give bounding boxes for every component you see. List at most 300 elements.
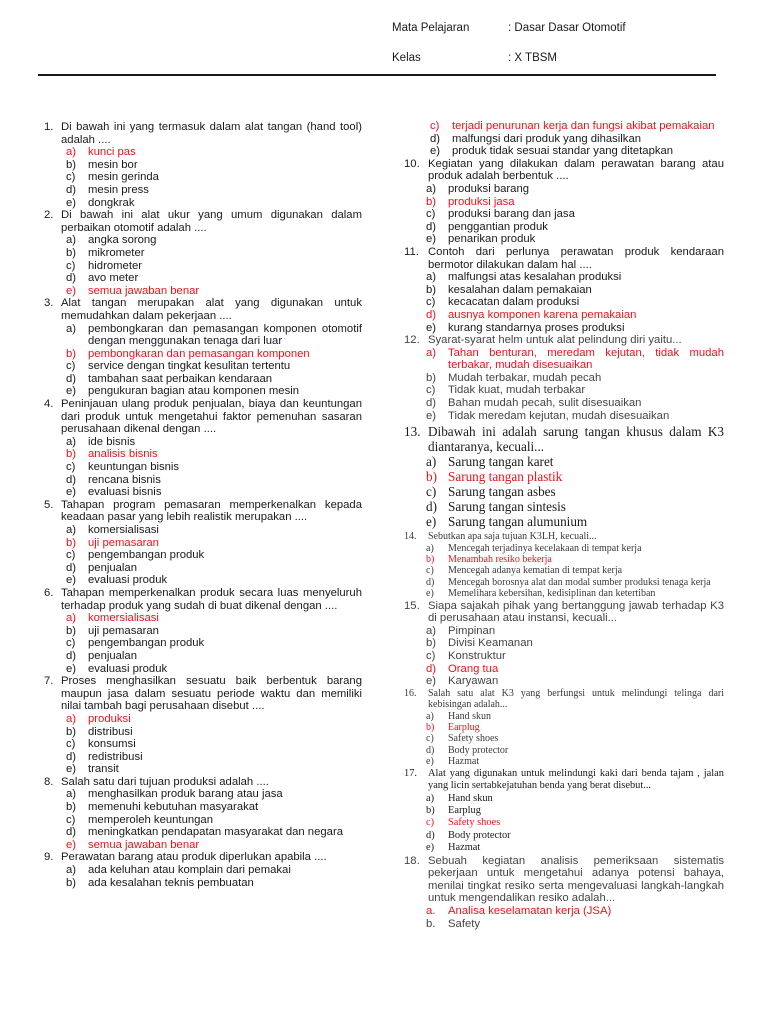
answer-option-correct — [404, 722, 724, 733]
subject-header — [392, 22, 626, 82]
option-text: analisis bisnis — [88, 448, 158, 461]
answer-options — [404, 183, 724, 246]
option-text: uji pemasaran — [88, 536, 159, 549]
answer-option — [404, 454, 724, 469]
option-letter: a) — [66, 524, 77, 536]
option-text: Earplug — [448, 722, 480, 734]
question-number: 13. — [404, 424, 421, 440]
answer-options — [404, 711, 724, 768]
question-stem — [44, 398, 362, 436]
option-text: ide bisnis — [88, 435, 136, 448]
answer-option-correct — [404, 817, 724, 829]
option-text: mesin bor — [88, 158, 138, 171]
option-letter: c) — [66, 813, 76, 826]
option-text: Bahan mudah pecah, sulit disesuaikan — [448, 397, 642, 410]
answer-option — [44, 159, 362, 172]
option-text: pengembangan produk — [88, 549, 205, 562]
answer-option — [404, 650, 724, 663]
answer-option — [404, 499, 724, 514]
option-letter: c) — [430, 120, 440, 132]
question-number: 4. — [44, 398, 54, 411]
option-letter: a) — [66, 322, 77, 335]
answer-option-correct — [404, 554, 724, 565]
option-letter: c) — [426, 733, 434, 745]
question-number: 15. — [404, 599, 420, 612]
option-letter: b) — [66, 876, 77, 889]
option-text: Menambah resiko bekerja — [448, 554, 552, 566]
option-letter: c) — [426, 817, 435, 829]
option-text: Sarung tangan sintesis — [448, 499, 566, 515]
question-text: Siapa sajakah pihak yang bertanggung jawab terhadap K3 di perusahaan atau instansi, kecuali... — [428, 599, 724, 625]
option-letter: b) — [66, 158, 77, 171]
question-number: 18. — [404, 854, 420, 867]
option-letter: b) — [426, 371, 437, 384]
option-text: penjualan — [88, 561, 137, 574]
option-text: Analisa keselamatan kerja (JSA) — [448, 904, 612, 917]
option-letter: d) — [426, 308, 437, 321]
answer-option — [44, 637, 362, 650]
question-stem — [44, 297, 362, 322]
question-number: 7. — [44, 675, 54, 688]
question-7 — [44, 675, 362, 776]
option-text: Hazmat — [448, 756, 480, 768]
option-text: komersialisasi — [88, 612, 159, 625]
option-text: Divisi Keamanan — [448, 637, 533, 650]
option-letter: a) — [66, 146, 77, 159]
option-letter: a) — [426, 792, 435, 804]
option-letter: a. — [426, 904, 436, 917]
answer-option — [404, 756, 724, 767]
answer-option — [404, 711, 724, 722]
option-letter: d) — [66, 372, 77, 385]
option-letter: d) — [66, 826, 77, 839]
question-14 — [404, 531, 724, 599]
question-stem — [44, 121, 362, 146]
answer-option — [44, 726, 362, 739]
question-text: Salah satu dari tujuan produksi adalah .... — [61, 775, 269, 788]
option-letter: a) — [426, 271, 437, 284]
option-letter: d) — [426, 744, 435, 756]
option-text: Sarung tangan asbes — [448, 484, 556, 500]
option-letter: b) — [426, 195, 437, 208]
option-letter: d) — [426, 220, 437, 233]
answer-option — [404, 842, 724, 854]
question-text: Sebuah kegiatan analisis pemeriksaan sistematis pekerjaan untuk mengetahui adanya potensi bahaya, menilai tingkat resiko serta mengevaluasi langkah-langkah untuk mengendalikan resiko adalah... — [428, 854, 724, 905]
option-letter: e) — [426, 588, 434, 600]
answer-option — [404, 397, 724, 410]
answer-option — [404, 221, 724, 234]
answer-option — [404, 830, 724, 842]
option-text: distribusi — [88, 725, 133, 738]
option-letter: c) — [426, 650, 436, 663]
question-3 — [44, 297, 362, 398]
option-text: Mencegah terjadinya kecelakaan di tempat kerja — [448, 542, 642, 554]
option-letter: e) — [426, 514, 437, 530]
option-text: malfungsi atas kesalahan produksi — [448, 271, 622, 284]
option-text: penjualan — [88, 649, 137, 662]
option-text: uji pemasaran — [88, 624, 159, 637]
option-text: malfungsi dari produk yang dihasilkan — [452, 132, 642, 145]
question-number: 11. — [404, 245, 419, 258]
option-text: Earplug — [448, 804, 481, 816]
option-letter: e) — [66, 838, 77, 851]
question-stem — [44, 776, 362, 789]
question-text: Di bawah ini alat ukur yang umum digunakan dalam perbaikan otomotif adalah .... — [61, 209, 362, 234]
option-text: angka sorong — [88, 234, 157, 247]
option-letter: b) — [66, 448, 77, 461]
answer-option — [404, 372, 724, 385]
answer-option — [44, 373, 362, 386]
question-stem — [404, 424, 724, 454]
option-text: Body protector — [448, 744, 509, 756]
question-text: Proses menghasilkan sesuatu baik berbentuk barang maupun jasa dalam sesuatu periode waktu dan memiliki nilai tambah bagi perusahaan disebut .... — [61, 675, 362, 713]
question-number: 10. — [404, 157, 420, 170]
option-letter: c) — [66, 259, 76, 272]
question-1 — [44, 121, 362, 209]
option-letter: e) — [66, 385, 77, 398]
header-row-class — [392, 52, 626, 82]
answer-option — [404, 514, 724, 529]
option-letter: b) — [66, 536, 77, 549]
answer-option — [44, 826, 362, 839]
question-text: Alat tangan merupakan alat yang digunakan untuk memudahkan dalam pekerjaan .... — [61, 297, 362, 322]
question-4 — [44, 398, 362, 499]
option-text: menghasilkan produk barang atau jasa — [88, 788, 283, 801]
answer-option — [404, 322, 724, 335]
question-number: 8. — [44, 775, 54, 788]
answer-option — [404, 577, 724, 588]
question-6 — [44, 587, 362, 675]
question-stem — [404, 334, 724, 347]
answer-option — [404, 384, 724, 397]
option-letter: b) — [426, 554, 435, 566]
question-number: 3. — [44, 297, 54, 310]
option-text: avo meter — [88, 272, 139, 285]
option-letter: c) — [66, 360, 76, 373]
option-text: Sarung tangan plastik — [448, 469, 563, 485]
question-text: Syarat-syarat helm untuk alat pelindung diri yaitu... — [428, 334, 682, 347]
option-letter: c) — [66, 738, 76, 751]
option-text: memperoleh keuntungan — [88, 813, 213, 826]
answer-option — [404, 410, 724, 423]
option-text: produksi barang dan jasa — [448, 208, 575, 221]
option-text: rencana bisnis — [88, 473, 161, 486]
option-text: Tidak kuat, mudah terbakar — [448, 384, 586, 397]
answer-option — [44, 788, 362, 801]
answer-option-correct — [404, 469, 724, 484]
question-stem — [404, 855, 724, 905]
option-text: Sarung tangan karet — [448, 454, 554, 470]
answer-option — [44, 436, 362, 449]
option-letter: a) — [426, 454, 437, 470]
answer-options — [44, 788, 362, 851]
answer-option — [44, 562, 362, 575]
option-letter: b) — [426, 637, 437, 650]
option-text: semua jawaban benar — [88, 284, 200, 297]
option-text: mikrometer — [88, 246, 145, 259]
option-text: Mencegah borosnya alat dan modal sumber produksi tenaga kerja — [448, 576, 711, 588]
option-text: mesin gerinda — [88, 171, 159, 184]
question-text: Alat yang digunakan untuk melindungi kaki dari benda tajam , jalan yang licin sertabkejatuhan benda yang berat disebut... — [428, 767, 724, 792]
option-text: terjadi penurunan kerja dan fungsi akibat pemakaian — [452, 120, 715, 132]
option-text: kecacatan dalam produksi — [448, 296, 580, 309]
option-letter: e) — [426, 409, 437, 422]
option-letter: a) — [66, 712, 77, 725]
question-text: Kegiatan yang dilakukan dalam perawatan barang atau produk adalah berbentuk .... — [428, 157, 724, 183]
option-letter: c) — [426, 384, 436, 397]
question-number: 1. — [44, 121, 54, 133]
question-5 — [44, 499, 362, 587]
option-letter: e) — [426, 233, 437, 246]
option-text: Orang tua — [448, 662, 499, 675]
option-letter: d) — [66, 473, 77, 486]
question-number: 6. — [44, 586, 54, 599]
answer-options — [44, 713, 362, 776]
answer-option-correct — [404, 347, 724, 372]
option-text: produksi — [88, 712, 131, 725]
question-text: Sebutkan apa saja tujuan K3LH, kecuali... — [428, 531, 597, 543]
question-15 — [404, 600, 724, 688]
answer-options — [44, 323, 362, 399]
answer-option — [44, 877, 362, 890]
option-letter: b) — [66, 801, 77, 814]
option-letter: b. — [426, 917, 436, 930]
option-text: Safety — [448, 917, 481, 930]
subject-label: Mata Pelajaran — [392, 22, 470, 34]
answer-option-correct — [44, 537, 362, 550]
answer-option — [404, 637, 724, 650]
answer-options — [44, 864, 362, 889]
option-text: Sarung tangan alumunium — [448, 514, 588, 530]
option-letter: e) — [426, 842, 435, 854]
answer-option — [44, 260, 362, 273]
option-text: memenuhi kebutuhan masyarakat — [88, 801, 259, 814]
answer-options — [404, 625, 724, 688]
option-text: Konstruktur — [448, 650, 506, 663]
option-letter: a) — [426, 182, 437, 195]
question-text: Tahapan memperkenalkan produk secara luas menyeluruh terhadap produk yang sudah di buat dikenal dengan .... — [61, 586, 362, 612]
class-value: : X TBSM — [508, 52, 557, 64]
option-text: Hand skun — [448, 710, 492, 722]
option-letter: a) — [426, 624, 437, 637]
answer-option — [404, 625, 724, 638]
answer-option — [44, 663, 362, 676]
option-letter: c) — [426, 296, 436, 309]
answer-option-correct — [404, 309, 724, 322]
option-letter: c) — [66, 549, 76, 562]
question-text: Di bawah ini yang termasuk dalam alat tangan (hand tool) adalah .... — [61, 121, 362, 146]
option-letter: b) — [66, 725, 77, 738]
answer-option-correct — [404, 663, 724, 676]
question-text: Salah satu alat K3 yang berfungsi untuk melindungi telinga dari kebisingan adalah... — [428, 687, 724, 711]
answer-option — [404, 675, 724, 688]
option-text: penggantian produk — [448, 220, 548, 233]
answer-option — [404, 805, 724, 817]
option-text: pengembangan produk — [88, 637, 205, 650]
option-text: transit — [88, 763, 119, 776]
answer-options — [44, 524, 362, 587]
answer-options — [44, 146, 362, 209]
option-text: hidrometer — [88, 259, 142, 272]
option-letter: d) — [430, 132, 441, 145]
answer-option — [404, 296, 724, 309]
answer-option — [404, 793, 724, 805]
option-letter: a) — [66, 435, 77, 448]
answer-options — [404, 347, 724, 423]
option-text: Hand skun — [448, 792, 493, 804]
answer-options — [404, 271, 724, 334]
question-stem — [404, 531, 724, 542]
option-text: Karyawan — [448, 675, 499, 688]
question-stem — [404, 600, 724, 625]
option-letter: e) — [66, 196, 77, 209]
option-text: Hazmat — [448, 842, 481, 854]
answer-option — [44, 549, 362, 562]
option-letter: b) — [426, 283, 437, 296]
option-letter: d) — [426, 662, 437, 675]
option-text: keuntungan bisnis — [88, 461, 180, 474]
left-column — [44, 121, 362, 889]
answer-option — [44, 234, 362, 247]
answer-option — [44, 197, 362, 210]
question-number: 17. — [404, 767, 417, 779]
question-number: 9. — [44, 851, 54, 864]
option-text: pembongkaran dan pemasangan komponen otomotif dengan menggunakan tenaga dari luar — [88, 322, 362, 348]
option-letter: b) — [66, 347, 77, 360]
answer-option — [404, 543, 724, 554]
option-text: redistribusi — [88, 750, 143, 763]
option-letter: e) — [426, 321, 437, 334]
option-text: pembongkaran dan pemasangan komponen — [88, 347, 310, 360]
option-text: produk tidak sesuai standar yang ditetapkan — [452, 145, 674, 158]
option-letter: b) — [66, 624, 77, 637]
question-17 — [404, 768, 724, 855]
question-number: 2. — [44, 209, 54, 222]
answer-option-correct — [44, 448, 362, 461]
answer-option — [44, 814, 362, 827]
answer-options — [44, 234, 362, 297]
answer-option — [44, 738, 362, 751]
option-letter: a) — [426, 710, 434, 722]
answer-options — [44, 436, 362, 499]
option-text: Mencegah adanya kematian di tempat kerja — [448, 565, 623, 577]
option-text: tambahan saat perbaikan kendaraan — [88, 372, 273, 385]
option-text: komersialisasi — [88, 524, 159, 536]
option-letter: b) — [426, 469, 437, 485]
question-text: Dibawah ini adalah sarung tangan khusus dalam K3 diantaranya, kecuali... — [428, 424, 724, 455]
option-letter: c) — [426, 484, 437, 500]
option-text: evaluasi produk — [88, 574, 168, 587]
answer-option-correct — [404, 120, 724, 133]
answer-options — [44, 612, 362, 675]
option-letter: b) — [426, 804, 435, 816]
option-text: Tidak meredam kejutan, mudah disesuaikan — [448, 409, 670, 422]
question-stem — [44, 499, 362, 524]
answer-option-correct — [44, 348, 362, 361]
answer-options — [404, 793, 724, 855]
question-number: 16. — [404, 687, 417, 699]
answer-option — [404, 733, 724, 744]
class-label: Kelas — [392, 52, 421, 64]
option-text: ada kesalahan teknis pembuatan — [88, 876, 254, 889]
answer-option — [44, 360, 362, 373]
option-letter: a) — [66, 864, 77, 877]
option-text: produksi jasa — [448, 195, 515, 208]
question-number: 5. — [44, 498, 54, 511]
answer-option — [44, 272, 362, 285]
question-10 — [404, 158, 724, 246]
question-text: Peninjauan ulang produk penjualan, biaya dan keuntungan dari produk untuk mengetahui faktor pemenuhan sasaran perusahaan dikenal dengan .... — [61, 398, 362, 436]
subject-value: : Dasar Dasar Otomotif — [508, 22, 626, 34]
question-8 — [44, 776, 362, 852]
answer-option — [404, 745, 724, 756]
option-letter: d) — [426, 397, 437, 410]
answer-option — [44, 247, 362, 260]
option-letter: c) — [426, 565, 434, 577]
answer-option — [404, 284, 724, 297]
question-stem — [404, 768, 724, 793]
option-text: mesin press — [88, 183, 149, 196]
answer-option-correct — [404, 196, 724, 209]
answer-option — [44, 385, 362, 398]
option-text: konsumsi — [88, 738, 136, 751]
answer-option-correct — [44, 713, 362, 726]
option-letter: d) — [66, 649, 77, 662]
option-letter: e) — [66, 486, 77, 499]
answer-option — [44, 751, 362, 764]
question-stem — [44, 587, 362, 612]
question-stem — [44, 851, 362, 864]
answer-option — [44, 171, 362, 184]
question-13 — [404, 424, 724, 529]
option-letter: e) — [426, 756, 434, 768]
option-letter: d) — [66, 750, 77, 763]
option-letter: e) — [66, 763, 77, 776]
answer-option — [44, 650, 362, 663]
option-text: semua jawaban benar — [88, 838, 200, 851]
question-16 — [404, 688, 724, 768]
answer-options — [404, 543, 724, 600]
answer-option — [404, 208, 724, 221]
question-text: Perawatan barang atau produk diperlukan apabila .... — [61, 851, 327, 864]
answer-option-correct — [44, 285, 362, 298]
option-text: pengukuran bagian atau komponen mesin — [88, 385, 300, 398]
question-stem — [44, 675, 362, 713]
option-letter: d) — [66, 561, 77, 574]
option-text: kesalahan dalam pemakaian — [448, 283, 592, 296]
option-letter: e) — [66, 662, 77, 675]
option-letter: d) — [426, 829, 435, 841]
question-number: 14. — [404, 531, 417, 543]
answer-option — [44, 763, 362, 776]
question-18 — [404, 855, 724, 931]
option-text: Pimpinan — [448, 624, 496, 637]
option-letter: c) — [66, 171, 76, 184]
option-text: meningkatkan pendapatan masyarakat dan negara — [88, 826, 343, 839]
question-number: 12. — [404, 334, 420, 347]
option-text: produksi barang — [448, 182, 530, 195]
answer-option — [44, 461, 362, 474]
option-text: service dengan tingkat kesulitan tertentu — [88, 360, 291, 373]
answer-option — [404, 588, 724, 599]
answer-option — [404, 271, 724, 284]
answer-option — [404, 565, 724, 576]
option-letter: d) — [426, 499, 437, 515]
answer-option — [404, 133, 724, 146]
option-text: evaluasi bisnis — [88, 486, 162, 499]
question-text: Tahapan program pemasaran memperkenalkan kepada keadaan pasar yang lebih realistik merupakan .... — [61, 498, 362, 524]
header-row-subject — [392, 22, 626, 52]
